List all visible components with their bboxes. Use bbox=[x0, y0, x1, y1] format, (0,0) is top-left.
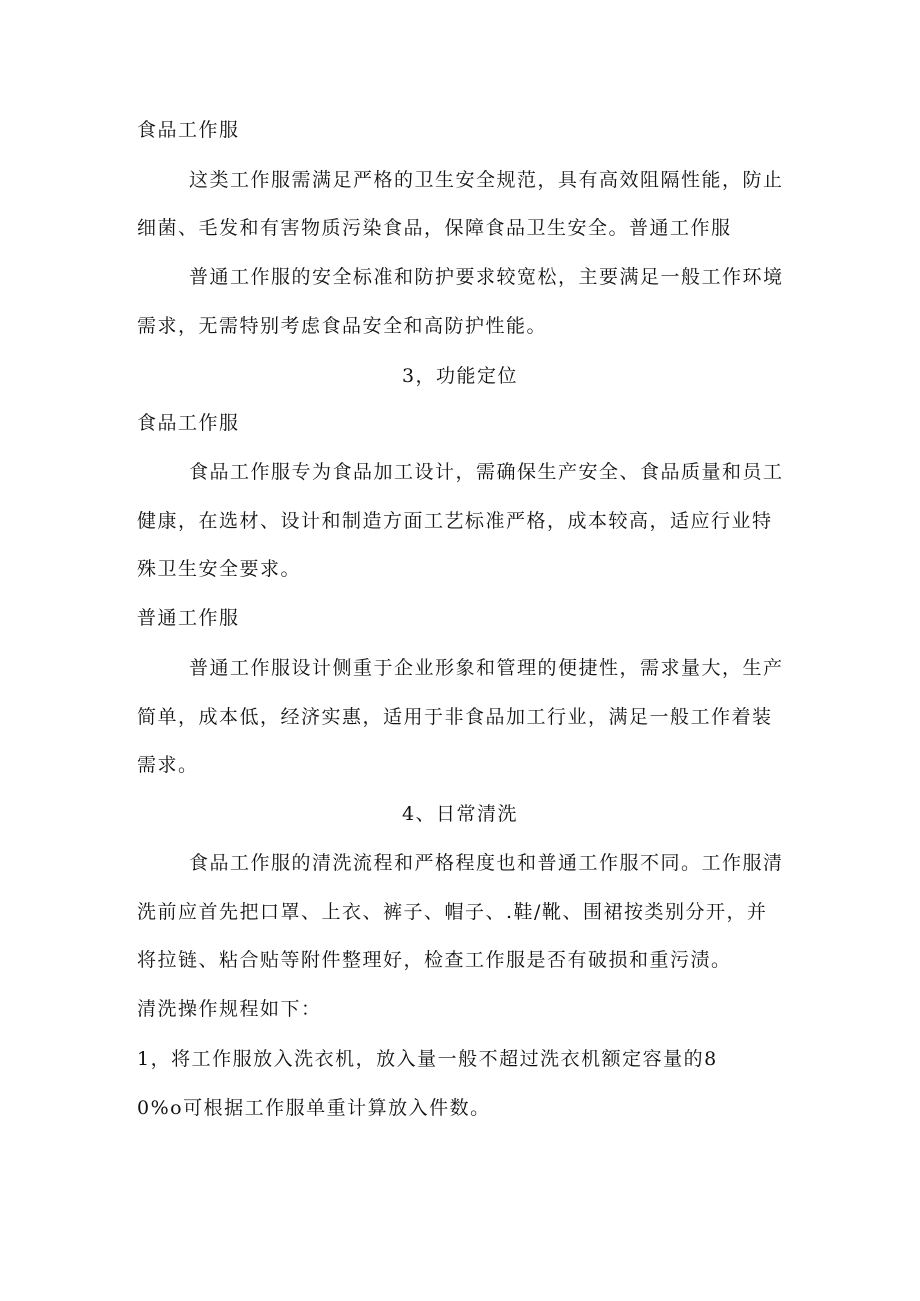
paragraph-line: 健康，在选材、设计和制造方面工艺标准严格，成本较高，适应行业特 bbox=[137, 510, 773, 532]
section-title-function: 3，功能定位 bbox=[401, 365, 519, 387]
paragraph-line: 简单，成本低，经济实惠，适用于非食品加工行业，满足一般工作着装 bbox=[137, 706, 773, 728]
paragraph-line: 殊卫生安全要求。 bbox=[137, 558, 302, 580]
paragraph-line: 食品工作服的清洗流程和严格程度也和普通工作服不同。工作服清 bbox=[189, 852, 784, 874]
paragraph-line: 需求。 bbox=[137, 754, 199, 776]
paragraph-line: 这类工作服需满足严格的卫生安全规范，具有高效阻隔性能，防止 bbox=[189, 169, 784, 191]
procedure-step: 1，将工作服放入洗衣机，放入量一般不超过洗衣机额定容量的8 bbox=[137, 1048, 718, 1070]
paragraph-line: 食品工作服专为食品加工设计，需确保生产安全、食品质量和员工 bbox=[189, 461, 784, 483]
paragraph-line: 细菌、毛发和有害物质污染食品，保障食品卫生安全。普通工作服 bbox=[137, 217, 732, 239]
procedure-heading: 清洗操作规程如下： bbox=[137, 998, 322, 1020]
paragraph-line: 洗前应首先把口罩、上衣、裤子、帽子、.鞋/靴、围裙按类别分开，并 bbox=[137, 901, 768, 923]
paragraph-line: 普通工作服的安全标准和防护要求较宽松，主要满足一般工作环境 bbox=[189, 266, 784, 288]
general-workwear-heading: 普通工作服 bbox=[137, 607, 240, 629]
paragraph-line: 普通工作服设计侧重于企业形象和管理的便捷性，需求量大，生产 bbox=[189, 657, 784, 679]
procedure-step: 0%o可根据工作服单重计算放入件数。 bbox=[137, 1097, 491, 1119]
food-workwear-heading: 食品工作服 bbox=[137, 412, 240, 434]
paragraph-line: 需求，无需特别考虑食品安全和高防护性能。 bbox=[137, 315, 548, 337]
section-title-cleaning: 4、日常清洗 bbox=[401, 803, 519, 825]
paragraph-line: 将拉链、粘合贴等附件整理好，检查工作服是否有破损和重污渍。 bbox=[137, 949, 732, 971]
food-workwear-heading: 食品工作服 bbox=[137, 119, 240, 141]
